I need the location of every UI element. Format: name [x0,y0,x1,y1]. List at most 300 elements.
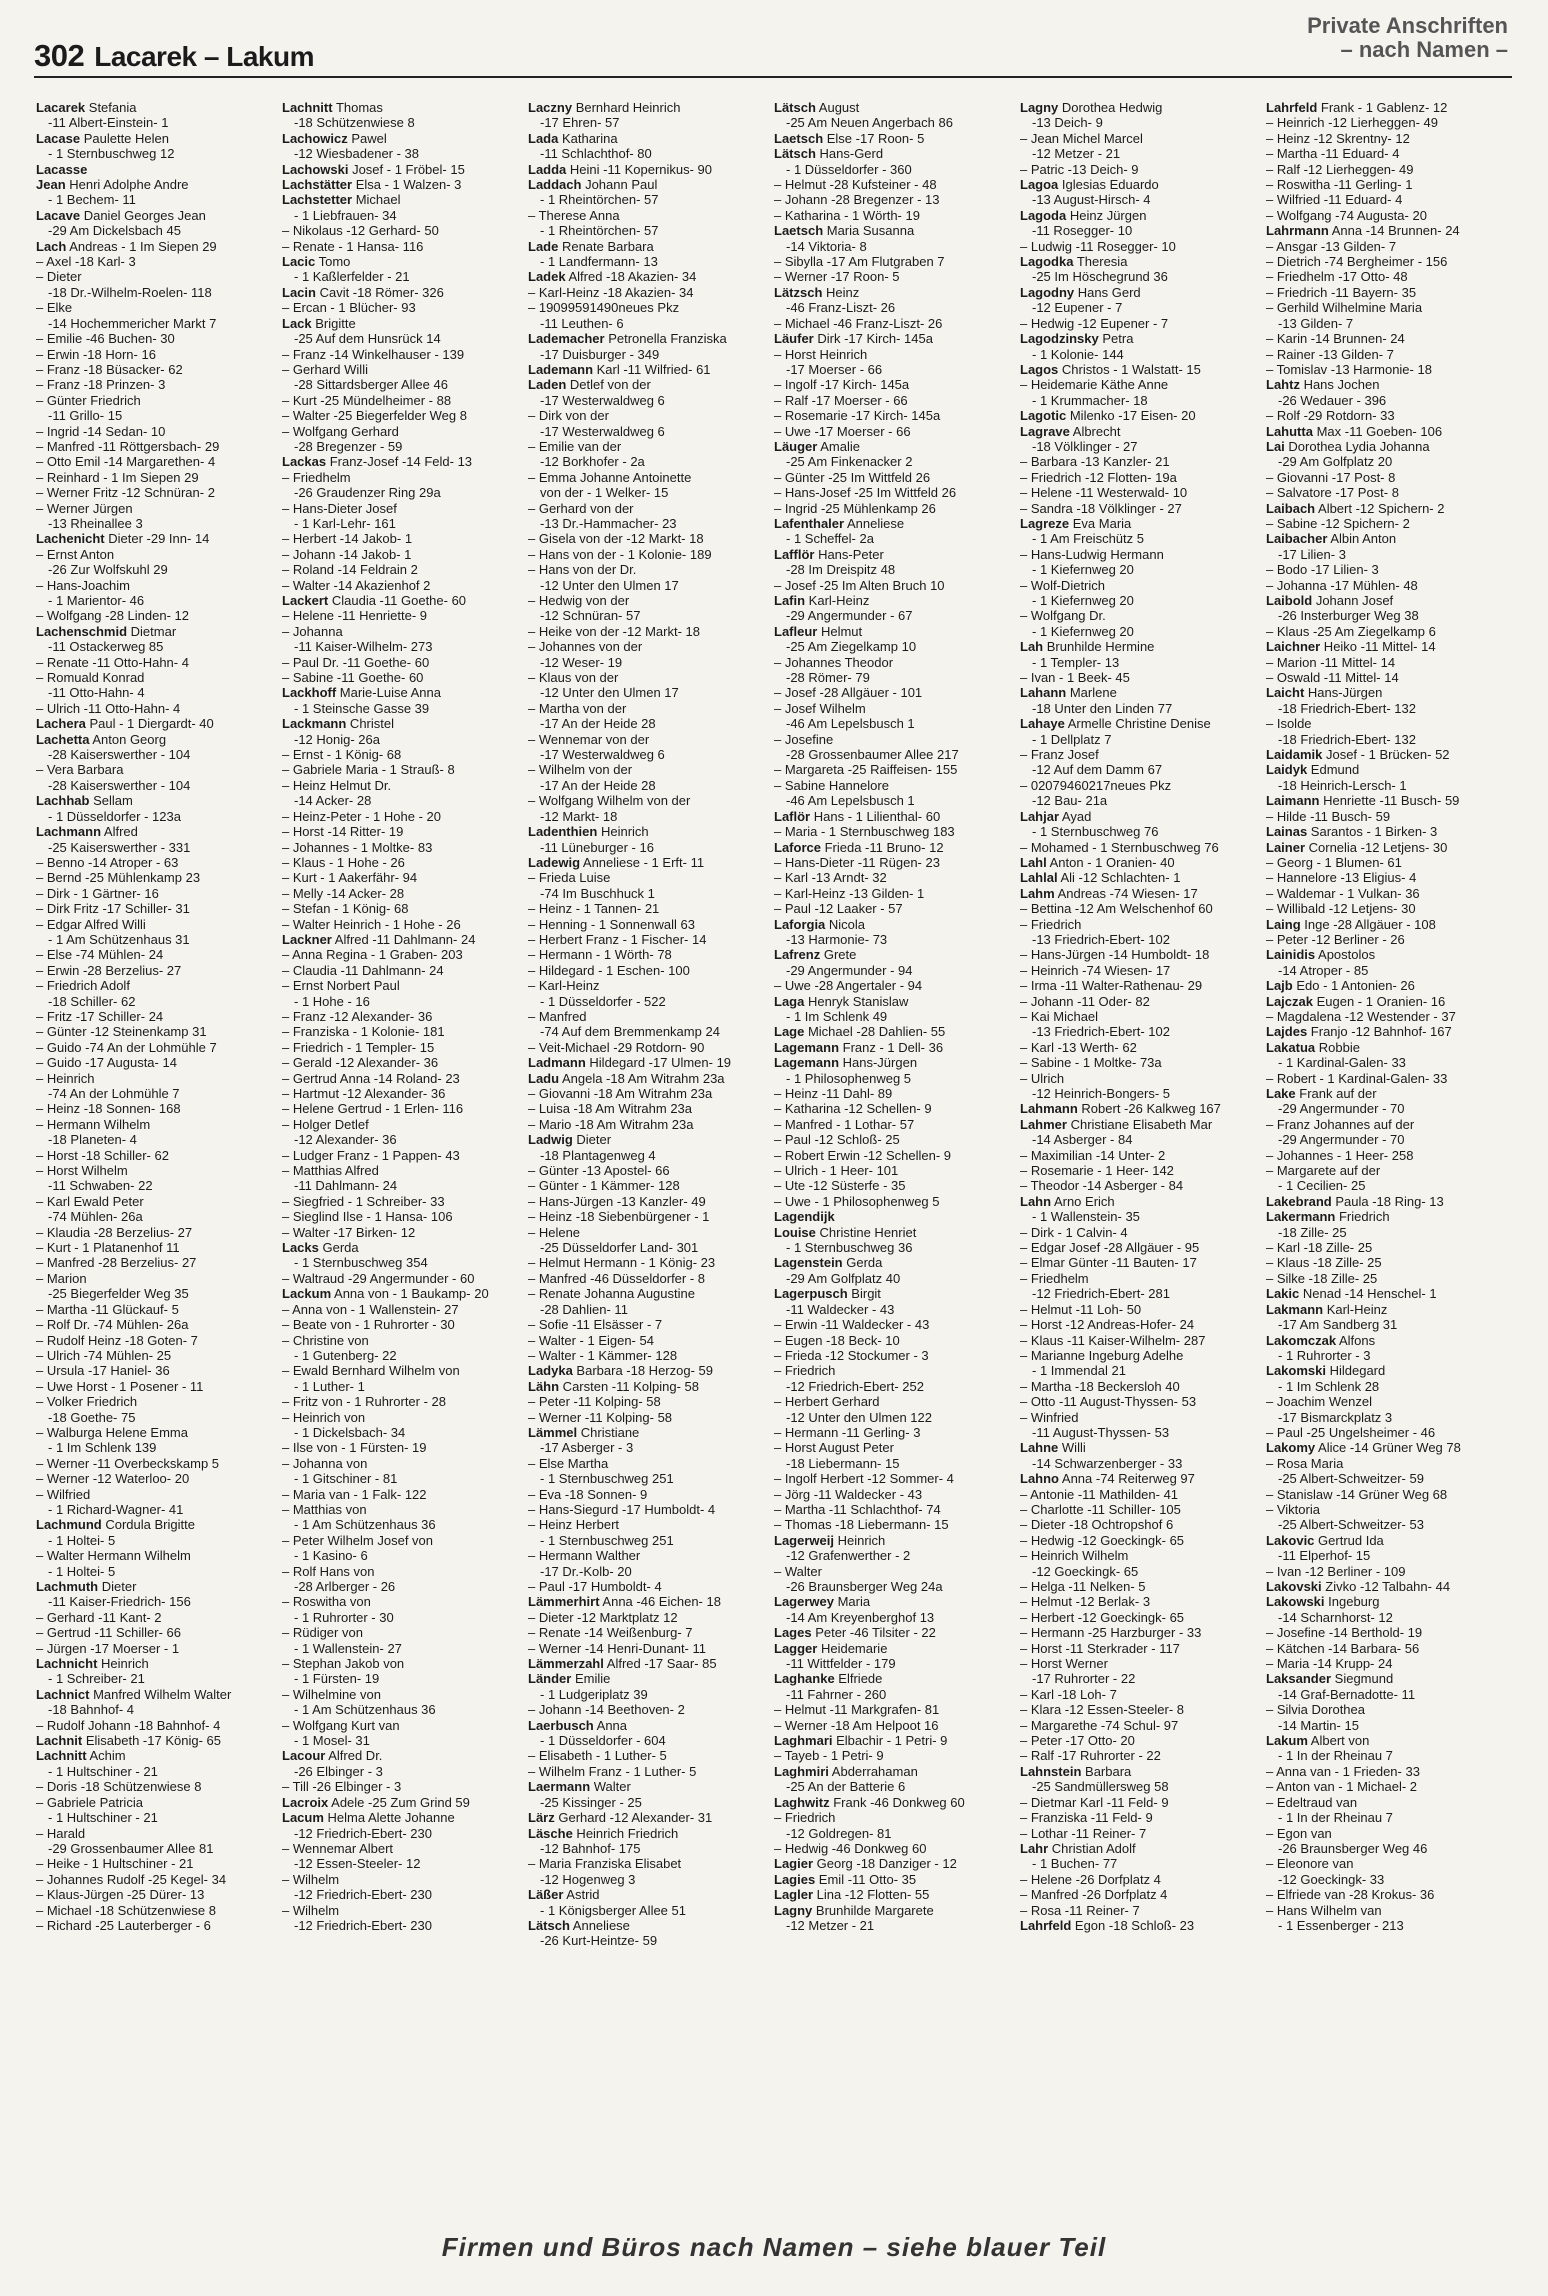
directory-entry: – Hans von der - 1 Kolonie- 189 [528,546,712,562]
directory-entry: Lahl Anton - 1 Oranien- 40 [1020,854,1175,870]
directory-entry: -28 Grossenbaumer Allee 217 [786,747,959,763]
directory-entry: – Johannes von der [528,639,643,655]
directory-entry: -18 Friedrich-Ebert- 132 [1278,731,1416,747]
directory-entry: -25 Kaiserswerther - 331 [48,839,191,855]
directory-entry: -17 An der Heide 28 [540,777,656,793]
directory-entry: - 1 Marientor- 46 [48,593,145,608]
directory-entry: – Robert Erwin -12 Schellen- 9 [774,1147,952,1163]
directory-entry: -18 Bahnhof- 4 [48,1702,135,1718]
directory-entry: - 1 Buchen- 77 [1032,1856,1118,1872]
directory-entry: – Herbert -12 Goeckingk- 65 [1020,1609,1185,1625]
directory-entry: – Günter -25 Im Wittfeld 26 [774,469,931,485]
directory-entry: – Josef -28 Allgäuer - 101 [774,685,923,701]
directory-entry: – Gerhard -11 Kant- 2 [36,1609,162,1625]
directory-entry: – Werner -12 Waterloo- 20 [36,1471,190,1487]
directory-entry: – Heinz Helmut Dr. [282,777,392,793]
directory-entry: Lakic Nenad -14 Henschel- 1 [1266,1286,1437,1302]
directory-entry: – Sieglind Ilse - 1 Hansa- 106 [282,1209,453,1225]
directory-entry: -14 Viktoria- 8 [786,238,867,254]
directory-entry: – Hans-Dieter Josef [282,500,397,516]
directory-entry: – Martha -18 Beckersloh 40 [1020,1378,1180,1394]
directory-entry: - 1 Sternbuschweg 76 [1032,824,1159,840]
directory-entry: – Elfriede van -28 Krokus- 36 [1266,1887,1435,1903]
directory-entry: - 1 Holtei- 5 [48,1563,116,1579]
directory-entry: – Wilhelm von der [528,762,633,778]
directory-entry: -25 Am Ziegelkamp 10 [786,639,917,655]
directory-entry: Lachera Paul - 1 Diergardt- 40 [36,716,214,732]
directory-entry: – Hermann -11 Gerling- 3 [774,1424,921,1440]
directory-entry: -29 Angermunder - 94 [786,962,913,978]
directory-entry: Lackmann Christel [282,716,394,732]
directory-entry: – Werner -11 Overbeckskamp 5 [36,1455,220,1471]
directory-entry: Läßer Astrid [528,1887,600,1903]
directory-entry: - 1 Sternbuschweg 354 [294,1255,428,1271]
directory-entry: – Wolf-Dietrich [1020,577,1106,593]
directory-entry: – Günter Friedrich [36,392,141,408]
directory-entry: – Ralf -17 Moerser - 66 [774,392,908,408]
directory-entry: Lagotic Milenko -17 Eisen- 20 [1020,408,1196,424]
directory-entry: -28 Römer- 79 [786,670,870,686]
directory-entry: – Anna von - 1 Wallenstein- 27 [282,1301,459,1317]
directory-entry: – Walter -14 Akazienhof 2 [282,577,431,593]
directory-entry: - 1 Hultschiner - 21 [48,1763,158,1779]
directory-entry: Louise Christine Henriet [774,1224,917,1240]
directory-entry: -14 Graf-Bernadotte- 11 [1278,1686,1416,1702]
directory-entry: - 1 Am Schützenhaus 36 [294,1517,436,1533]
directory-entry: -25 Albert-Schweitzer- 53 [1278,1517,1424,1533]
directory-entry: -18 Friedrich-Ebert- 132 [1278,700,1416,716]
directory-entry: -18 Unter den Linden 77 [1032,700,1173,716]
directory-entry: – Katharina - 1 Wörth- 19 [774,207,920,223]
directory-entry: -11 Grillo- 15 [48,408,123,424]
directory-entry: Lademacher Petronella Franziska [528,331,727,347]
directory-entry: – Nikolaus -12 Gerhard- 50 [282,223,439,239]
page-header [0,0,1548,76]
directory-entry: Lacin Cavit -18 Römer- 326 [282,284,444,300]
directory-entry: -74 An der Lohmühle 7 [48,1086,180,1101]
page-title [34,38,314,74]
directory-entry: -18 Liebermann- 15 [786,1455,900,1471]
directory-entry: – Heinz -18 Sonnen- 168 [36,1101,181,1117]
directory-entry: Läsche Heinrich Friedrich [528,1825,679,1841]
directory-entry: - 1 Dellplatz 7 [1032,731,1112,747]
directory-entry: – Gertrud -11 Schiller- 66 [36,1625,181,1641]
directory-entry: -14 Asberger - 84 [1032,1132,1133,1148]
directory-entry: - 1 Im Schlenk 49 [786,1008,888,1024]
directory-entry: Lachetta Anton Georg [36,731,167,747]
directory-entry: – Rosemarie - 1 Heer- 142 [1020,1163,1174,1179]
directory-entry: Lagreze Eva Maria [1020,515,1132,531]
directory-entry: - 1 Hultschiner - 21 [48,1810,158,1826]
directory-entry: – Karl-Heinz -18 Akazien- 34 [528,284,694,300]
directory-column-5 [1020,100,1266,2210]
directory-entry: Laddach Johann Paul [528,177,658,193]
directory-entry: – Hans-Ludwig Hermann [1020,546,1164,562]
directory-entry: -17 An der Heide 28 [540,716,656,732]
directory-entry: – Fritz -17 Schiller- 24 [36,1008,164,1024]
directory-entry: - 1 Krummacher- 18 [1032,392,1148,408]
directory-entry: – Willibald -12 Letjens- 30 [1266,901,1416,917]
directory-entry: – Hans-Josef -25 Im Wittfeld 26 [774,485,957,501]
directory-entry: – Walter - 1 Eigen- 54 [528,1332,654,1348]
directory-entry: – Ute -12 Süsterfe - 35 [774,1178,906,1194]
directory-entry: Laicht Hans-Jürgen [1266,685,1383,701]
directory-entry: – Günter -13 Apostel- 66 [528,1163,670,1179]
directory-entry: – Jean Michel Marcel [1020,130,1143,146]
directory-entry: – Friedrich [774,1363,836,1379]
directory-entry: Lachowski Josef - 1 Fröbel- 15 [282,161,465,177]
directory-entry: – Ercan - 1 Blücher- 93 [282,300,416,316]
directory-entry: – Friedrich -11 Bayern- 35 [1266,284,1417,300]
directory-entry: -18 Heinrich-Lersch- 1 [1278,777,1407,793]
directory-entry: Lachnit Elisabeth -17 König- 65 [36,1733,221,1749]
directory-entry: Lämmerzahl Alfred -17 Saar- 85 [528,1656,717,1672]
directory-entry: -26 Braunsberger Weg 24a [786,1579,943,1594]
directory-entry: - 1 Im Schlenk 139 [48,1440,157,1456]
directory-entry: – Dietmar Karl -11 Feld- 9 [1020,1794,1169,1810]
directory-entry: – Gerald -12 Alexander- 36 [282,1055,439,1071]
directory-entry: – Guido -74 An der Lohmühle 7 [36,1039,217,1055]
directory-entry: Lage Michael -28 Dahlien- 55 [774,1024,946,1040]
directory-entry: – Friedrich Adolf [36,978,130,994]
directory-entry: -18 Zille- 25 [1278,1224,1347,1240]
directory-entry: – Herbert Franz - 1 Fischer- 14 [528,931,707,947]
directory-entry: Lackert Claudia -11 Goethe- 60 [282,593,467,608]
directory-entry: – Sabine -12 Spichern- 2 [1266,515,1410,531]
directory-entry: Lahtz Hans Jochen [1266,377,1380,393]
directory-entry: - 1 In der Rheinau 7 [1278,1810,1393,1826]
directory-entry: -12 Friedrich-Ebert- 230 [294,1917,432,1933]
directory-entry: – Thomas -18 Liebermann- 15 [774,1517,949,1533]
directory-entry: – Dirk Fritz -17 Schiller- 31 [36,901,190,917]
directory-entry: – Günter -12 Steinenkamp 31 [36,1024,207,1040]
directory-entry: – Eugen -18 Beck- 10 [774,1332,900,1348]
directory-entry: -25 Kissinger - 25 [540,1794,642,1810]
directory-entry: -11 Wittfelder - 179 [786,1656,896,1672]
directory-entry: – Ingolf -17 Kirch- 145a [774,377,910,393]
directory-entry: -18 Planeten- 4 [48,1132,137,1148]
directory-entry: Lachstetter Michael [282,192,401,208]
directory-entry: – Rudolf Heinz -18 Goten- 7 [36,1332,198,1348]
directory-entry: - 1 Templer- 13 [1032,654,1120,670]
directory-entry: – Helene -26 Dorfplatz 4 [1020,1871,1161,1887]
directory-entry: – Sofie -11 Elsässer - 7 [528,1317,663,1333]
directory-entry: -11 August-Thyssen- 53 [1032,1424,1170,1440]
name-range: Lacarek – Lakum [94,41,314,72]
directory-entry: -12 Schnüran- 57 [540,608,641,624]
directory-entry: – Guido -17 Augusta- 14 [36,1055,177,1071]
directory-entry: - 1 Wallenstein- 27 [294,1640,402,1656]
directory-entry: – Ilse von - 1 Fürsten- 19 [282,1440,427,1456]
directory-entry: Lagies Emil -11 Otto- 35 [774,1871,917,1887]
directory-entry: – Dirk von der [528,408,609,424]
directory-entry: -12 Borkhofer - 2a [540,454,645,470]
directory-entry: – Joachim Wenzel [1266,1394,1372,1410]
directory-column-4 [774,100,1020,2210]
directory-entry: – Wolfgang Dr. [1020,608,1106,624]
directory-entry: -74 Mühlen- 26a [48,1209,143,1225]
directory-entry: – Karl Ewald Peter [36,1193,144,1209]
directory-entry: Lacks Gerda [282,1240,359,1256]
directory-entry: – Katharina -12 Schellen- 9 [774,1101,932,1117]
directory-entry: - 1 Scheffel- 2a [786,531,874,547]
directory-entry: – Otto -11 August-Thyssen- 53 [1020,1394,1197,1410]
directory-entry: Lahann Marlene [1020,685,1117,701]
directory-entry: – Johanna -17 Mühlen- 48 [1266,577,1418,593]
directory-entry: – Bodo -17 Lilien- 3 [1266,562,1379,578]
directory-entry: – Karl -18 Zille- 25 [1266,1240,1373,1256]
directory-entry: Lahutta Max -11 Goeben- 106 [1266,423,1443,439]
directory-entry: Lacour Alfred Dr. [282,1748,383,1764]
directory-entry: Lakomski Hildegard [1266,1363,1386,1379]
directory-entry: – Helene Gertrud - 1 Erlen- 116 [282,1101,464,1117]
directory-entry: – Walter [774,1563,822,1579]
directory-entry: Lakmann Karl-Heinz [1266,1301,1388,1317]
directory-entry: – Doris -18 Schützenwiese 8 [36,1779,202,1795]
directory-entry: – Romuald Konrad [36,670,145,686]
directory-entry: Lagerwey Maria [774,1594,871,1610]
directory-entry: -12 Grafenwerther - 2 [786,1548,911,1564]
directory-entry: -11 Schlachthof- 80 [540,146,652,162]
directory-entry: Lademann Karl -11 Wilfried- 61 [528,361,711,377]
directory-entry: – Horst Werner [1020,1656,1108,1672]
directory-entry: – Franziska -11 Feld- 9 [1020,1810,1153,1826]
directory-entry: -26 Graudenzer Ring 29a [294,485,441,501]
directory-entry: – Elmar Günter -11 Bauten- 17 [1020,1255,1197,1271]
directory-entry: -17 Ruhrorter - 22 [1032,1671,1136,1687]
directory-entry: – Josef Wilhelm [774,700,866,716]
directory-entry: – Luisa -18 Am Witrahm 23a [528,1101,693,1117]
directory-entry: – Patric -13 Deich- 9 [1020,161,1139,177]
directory-entry: Lagos Christos - 1 Walstatt- 15 [1020,361,1201,377]
directory-entry: – Ralf -17 Ruhrorter - 22 [1020,1748,1161,1764]
directory-entry: – Eva -18 Sonnen- 9 [528,1486,648,1502]
directory-entry: – Klaus -18 Zille- 25 [1266,1255,1382,1271]
directory-entry: -25 Biegerfelder Weg 35 [48,1286,189,1302]
directory-entry: Lakomy Alice -14 Grüner Weg 78 [1266,1440,1461,1456]
directory-entry: -28 Kaiserswerther - 104 [48,747,191,763]
directory-entry: – Hildegard - 1 Eschen- 100 [528,962,690,978]
directory-entry: Lagerpusch Birgit [774,1286,881,1302]
directory-entry: – Reinhard - 1 Im Siepen 29 [36,469,199,485]
directory-entry: – Manfred [528,1008,587,1024]
directory-entry: -14 Hochemmericher Markt 7 [48,315,217,331]
directory-entry: Lack Brigitte [282,315,356,331]
directory-entry: Lages Peter -46 Tilsiter - 22 [774,1625,936,1641]
directory-entry: -74 Auf dem Bremmenkamp 24 [540,1024,720,1040]
directory-entry: – Renate -11 Otto-Hahn- 4 [36,654,189,670]
directory-entry: -74 Im Buschhuck 1 [540,885,655,901]
directory-entry: Lacic Tomo [282,254,351,270]
directory-entry: Lachenschmid Dietmar [36,623,177,639]
directory-entry: Lagny Brunhilde Margarete [774,1902,934,1918]
directory-entry: – Egon van [1266,1825,1332,1841]
directory-entry: - 1 Ruhrorter - 30 [294,1609,394,1625]
directory-entry: – Anna van - 1 Frieden- 33 [1266,1763,1420,1779]
directory-entry: -26 Wedauer - 396 [1278,392,1387,408]
directory-entry: Lakowski Ingeburg [1266,1594,1380,1610]
directory-entry: – Viktoria [1266,1501,1320,1517]
directory-entry: Lagier Georg -18 Danziger - 12 [774,1856,957,1872]
directory-entry: – Fritz von - 1 Ruhrorter - 28 [282,1394,446,1410]
directory-entry: – Heinz -12 Skrentny- 12 [1266,130,1410,146]
directory-entry: – Ursula -17 Haniel- 36 [36,1363,170,1379]
directory-entry: Laidyk Edmund [1266,762,1360,778]
directory-entry: – Kurt -25 Mündelheimer - 88 [282,392,452,408]
directory-entry: – Hans-Dieter -11 Rügen- 23 [774,854,940,870]
directory-entry: -17 Bismarckplatz 3 [1278,1409,1393,1425]
directory-entry: – Ernst Anton [36,546,115,562]
directory-entry: -25 Sandmüllersweg 58 [1032,1779,1169,1795]
directory-entry: – Johann -28 Bregenzer - 13 [774,192,940,208]
directory-entry: – Rolf Dr. -74 Mühlen- 26a [36,1317,189,1333]
directory-entry: – Karl -13 Arndt- 32 [774,870,887,886]
directory-entry: - 1 Ruhrorter - 3 [1278,1347,1371,1363]
section-title-line2: – nach Namen – [1340,37,1508,62]
directory-entry: Laflör Hans - 1 Lilienthal- 60 [774,808,941,824]
page-number: 302 [34,38,85,73]
directory-entry: -11 Kaiser-Friedrich- 156 [48,1594,191,1610]
directory-entry: – Claudia -11 Dahlmann- 24 [282,962,444,978]
directory-entry: Lachmuth Dieter [36,1579,137,1594]
directory-entry: – Paul -25 Ungelsheimer - 46 [1266,1424,1436,1440]
directory-entry: – Isolde [1266,716,1312,732]
section-title-line1: Private Anschriften [1307,13,1508,38]
directory-entry: Lada Katharina [528,130,618,146]
directory-entry: – Peter Wilhelm Josef von [282,1532,434,1548]
directory-entry: – Herbert Gerhard [774,1394,880,1410]
directory-entry: -14 Am Kreyenberghof 13 [786,1609,935,1625]
directory-entry: -11 Albert-Einstein- 1 [48,115,169,131]
directory-entry: - 1 Düsseldorfer - 360 [786,161,912,177]
directory-entry: -29 Am Dickelsbach 45 [48,223,181,239]
directory-entry: – Peter -11 Kolping- 58 [528,1394,661,1410]
directory-columns [36,100,1512,2210]
directory-entry: Lajb Edo - 1 Antonien- 26 [1266,978,1415,994]
directory-entry: -11 Waldecker - 43 [786,1301,895,1317]
directory-entry: – Wolfgang -28 Linden- 12 [36,608,189,624]
directory-entry: – Hermann Wilhelm [36,1116,151,1132]
directory-entry: -11 Rosegger- 10 [1032,223,1133,239]
directory-entry: – Wennemar von der [528,731,650,747]
directory-entry: – Franz Johannes auf der [1266,1116,1415,1132]
directory-entry: - 1 Mosel- 31 [294,1733,370,1749]
section-title [1307,14,1508,62]
directory-entry: – Renate - 1 Hansa- 116 [282,238,424,254]
directory-entry: – Veit-Michael -29 Rotdorn- 90 [528,1039,705,1055]
directory-entry: Lade Renate Barbara [528,238,654,254]
directory-entry: – Elke [36,300,73,316]
directory-entry: – Karl -18 Loh- 7 [1020,1686,1117,1702]
directory-entry: – Jürgen -17 Moerser - 1 [36,1640,180,1656]
directory-entry: -11 Dahlmann- 24 [294,1178,398,1194]
directory-entry: – Heike - 1 Hultschiner - 21 [36,1856,194,1872]
directory-entry: Laerbusch Anna [528,1717,628,1733]
directory-entry: – Walburga Helene Emma [36,1424,188,1440]
directory-entry: Lachnict Manfred Wilhelm Walter [36,1686,232,1702]
directory-entry: - 1 Sternbuschweg 12 [48,146,175,162]
directory-entry: - 1 Richard-Wagner- 41 [48,1501,184,1517]
directory-entry: – Benno -14 Atroper - 63 [36,854,179,870]
directory-entry: – Helmut -12 Berlak- 3 [1020,1594,1151,1610]
directory-entry: - 1 Bechem- 11 [48,192,136,208]
directory-entry: Ladyka Barbara -18 Herzog- 59 [528,1363,713,1379]
directory-entry: - 1 Rheintörchen- 57 [540,192,659,208]
directory-entry: - 1 Kardinal-Galen- 33 [1278,1055,1406,1071]
directory-entry: – Martha -11 Schlachthof- 74 [774,1501,941,1517]
directory-entry: – Friedhelm [282,469,351,485]
directory-entry: Lafrenz Grete [774,947,857,963]
directory-entry: -26 Zur Wolfskuhl 29 [48,562,168,578]
directory-entry: - 1 Holtei- 5 [48,1532,116,1548]
directory-entry: – Helene [528,1224,581,1240]
directory-entry: Lätzsch Heinz [774,284,860,300]
directory-entry: – Gerhard Willi [282,361,368,377]
directory-entry: – Rosemarie -17 Kirch- 145a [774,408,941,424]
directory-entry: – Volker Friedrich [36,1394,138,1410]
directory-entry: -29 Angermunder - 67 [786,608,913,624]
directory-entry: Lakovski Zivko -12 Talbahn- 44 [1266,1579,1451,1594]
directory-entry: Ladda Heini -11 Kopernikus- 90 [528,161,713,177]
directory-entry: – Werner -14 Henri-Dunant- 11 [528,1640,706,1656]
directory-entry: -28 Arlberger - 26 [294,1579,396,1594]
directory-entry: – Waltraud -29 Angermunder - 60 [282,1270,475,1286]
directory-entry: – Hans-Jürgen -13 Kanzler- 49 [528,1193,706,1209]
directory-entry: -12 Friedrich-Ebert- 281 [1032,1286,1170,1302]
directory-entry: Laga Henryk Stanislaw [774,993,909,1009]
directory-entry: – Gerhild Wilhelmine Maria [1266,300,1423,316]
directory-entry: – Hilde -11 Busch- 59 [1266,808,1391,824]
directory-entry: Lafflör Hans-Peter [774,546,884,562]
directory-entry: – Klara -12 Essen-Steeler- 8 [1020,1702,1185,1718]
directory-entry: – Elisabeth - 1 Luther- 5 [528,1748,667,1764]
directory-entry: -18 Goethe- 75 [48,1409,136,1425]
directory-entry: – Hermann - 1 Wörth- 78 [528,947,672,963]
directory-entry: – Ludger Franz - 1 Pappen- 43 [282,1147,460,1163]
directory-entry: – Johann -11 Oder- 82 [1020,993,1150,1009]
directory-entry: Lätsch Hans-Gerd [774,146,884,162]
directory-entry: – Friedrich [774,1810,836,1826]
directory-entry: Laidamik Josef - 1 Brücken- 52 [1266,747,1450,763]
directory-entry: – Helmut -11 Markgrafen- 81 [774,1702,940,1718]
directory-entry: – Bettina -12 Am Welschenhof 60 [1020,901,1213,917]
directory-entry: Laibold Johann Josef [1266,593,1394,608]
directory-entry: – Ingolf Herbert -12 Sommer- 4 [774,1471,954,1487]
directory-entry: – Franz -18 Büsacker- 62 [36,361,183,377]
directory-entry: Lake Frank auf der [1266,1086,1377,1101]
directory-entry: – Walter - 1 Kämmer- 128 [528,1347,678,1363]
directory-entry: – Rüdiger von [282,1625,363,1641]
directory-entry: – Uwe -17 Moerser - 66 [774,423,911,439]
footer-note: Firmen und Büros nach Namen – siehe blauer Teil [441,2232,1107,2262]
directory-entry: – Axel -18 Karl- 3 [36,254,136,270]
directory-entry: – Melly -14 Acker- 28 [282,885,405,901]
directory-entry: – Johannes - 1 Heer- 258 [1266,1147,1414,1163]
directory-entry: Ladewig Anneliese - 1 Erft- 11 [528,854,705,870]
directory-column-3 [528,100,774,2210]
directory-entry: Läufer Dirk -17 Kirch- 145a [774,331,933,347]
directory-entry: – Günter - 1 Kämmer- 128 [528,1178,680,1194]
directory-entry: Lakebrand Paula -18 Ring- 13 [1266,1193,1444,1209]
directory-entry: Laing Inge -28 Allgäuer - 108 [1266,916,1436,932]
directory-entry: Lakum Albert von [1266,1733,1370,1749]
directory-entry: – Johann -14 Jakob- 1 [282,546,412,562]
directory-entry: -29 Angermunder - 70 [1278,1132,1405,1148]
directory-entry: Laczny Bernhard Heinrich [528,100,681,115]
directory-entry: -46 Am Lepelsbusch 1 [786,716,915,732]
directory-entry: – Werner -11 Kolping- 58 [528,1409,673,1425]
directory-entry: -12 Honig- 26a [294,731,380,747]
